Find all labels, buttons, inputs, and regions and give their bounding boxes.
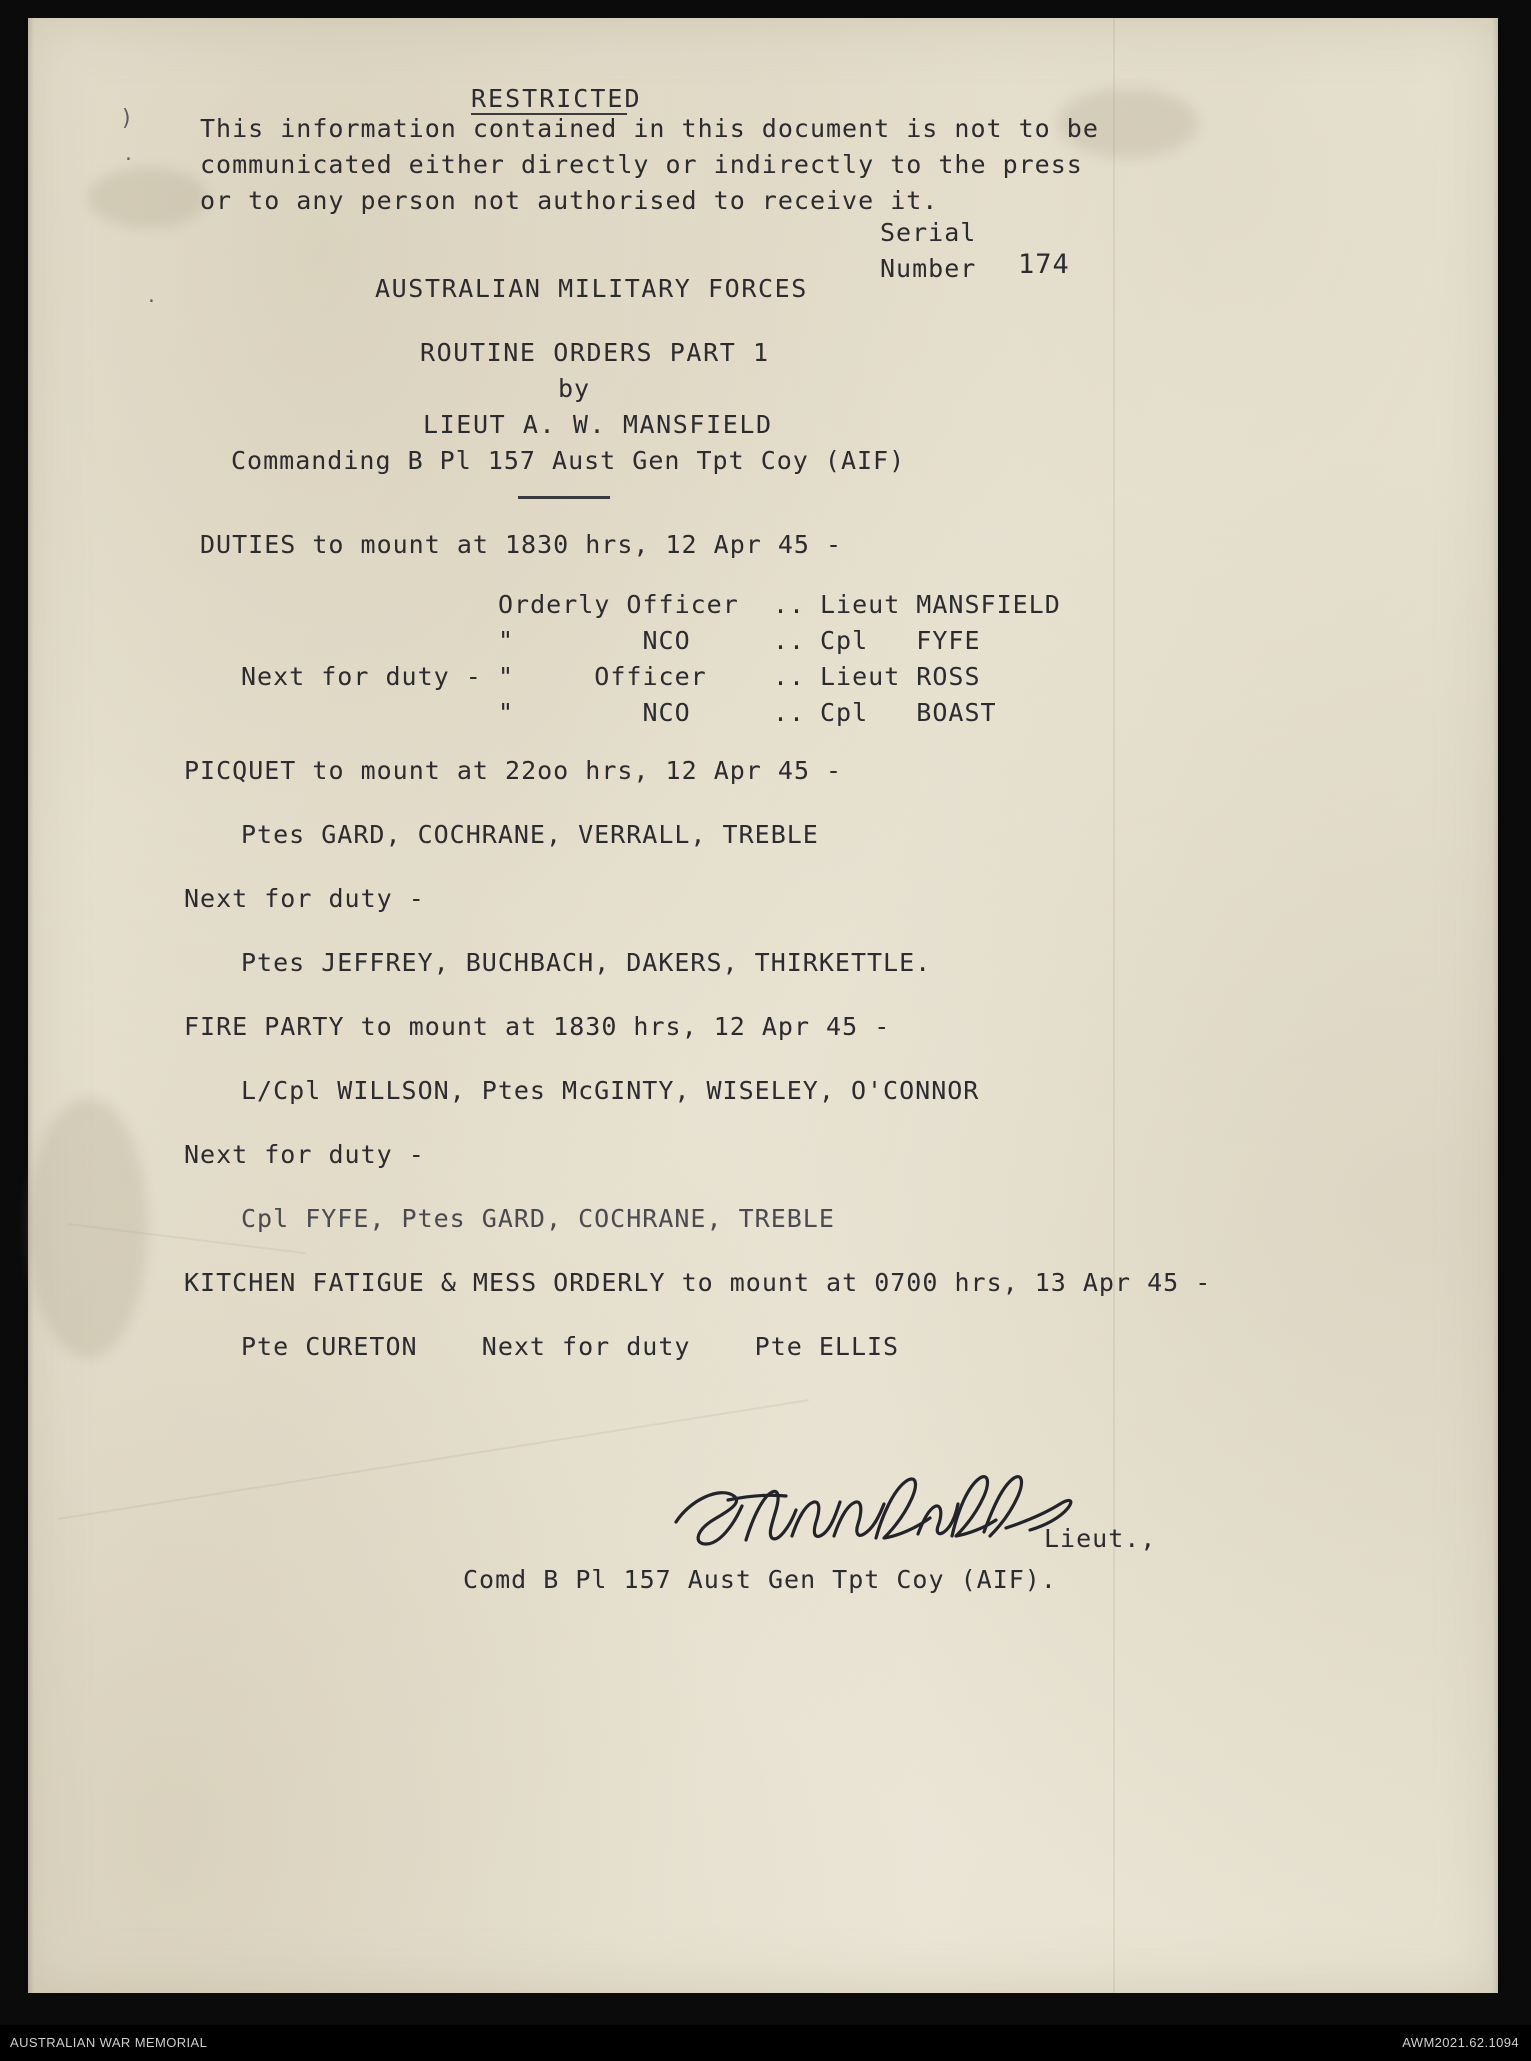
stray-ink-mark: .: [146, 286, 158, 307]
duties-row-2-role: " Officer: [498, 662, 707, 691]
duties-row-1-assignee: Cpl FYFE: [820, 626, 981, 655]
author-name: LIEUT A. W. MANSFIELD: [423, 410, 773, 439]
caveat-line-1: This information contained in this document is not to be: [200, 114, 1099, 143]
duties-row-1-dots: ..: [773, 626, 806, 655]
paper-smudge: [88, 168, 208, 228]
paper-crease-vertical: [1113, 18, 1115, 1993]
byline-word: by: [558, 374, 591, 403]
duties-row-0-dots: ..: [773, 590, 806, 619]
duties-heading: DUTIES to mount at 1830 hrs, 12 Apr 45 -: [200, 530, 843, 559]
footer-accession-number: AWM2021.62.1094: [1402, 2035, 1519, 2050]
duties-row-0-role: Orderly Officer: [498, 590, 739, 619]
duties-next-for-duty-label: Next for duty -: [241, 662, 482, 691]
duties-row-2-assignee: Lieut ROSS: [820, 662, 981, 691]
duties-row-0-assignee: Lieut MANSFIELD: [820, 590, 1061, 619]
serial-label-line1: Serial: [880, 218, 977, 247]
serial-number-value: 174: [1018, 249, 1070, 280]
fire-party-detail: L/Cpl WILLSON, Ptes McGINTY, WISELEY, O'CONNOR: [241, 1076, 980, 1105]
classification-label: RESTRICTED: [471, 84, 642, 113]
duties-row-3-assignee: Cpl BOAST: [820, 698, 997, 727]
fire-party-heading: FIRE PARTY to mount at 1830 hrs, 12 Apr 45 -: [184, 1012, 891, 1041]
picquet-next-detail: Ptes JEFFREY, BUCHBACH, DAKERS, THIRKETTLE.: [241, 948, 932, 977]
duties-row-2-dots: ..: [773, 662, 806, 691]
viewer-footer-bar: [0, 2025, 1531, 2061]
serial-label-line2: Number: [880, 254, 977, 283]
paper-smudge: [28, 1098, 148, 1358]
picquet-next-for-duty-label: Next for duty -: [184, 884, 425, 913]
fire-party-next-for-duty-label: Next for duty -: [184, 1140, 425, 1169]
scanned-document-page: [28, 18, 1498, 1993]
signature-appointment: Comd B Pl 157 Aust Gen Tpt Coy (AIF).: [463, 1565, 1057, 1594]
footer-collection-label: AUSTRALIAN WAR MEMORIAL: [10, 2035, 208, 2050]
document-title: ROUTINE ORDERS PART 1: [420, 338, 770, 367]
author-appointment: Commanding B Pl 157 Aust Gen Tpt Coy (AIF): [231, 446, 906, 475]
kitchen-fatigue-heading: KITCHEN FATIGUE & MESS ORDERLY to mount at 0700 hrs, 13 Apr 45 -: [184, 1268, 1212, 1297]
duties-row-1-role: " NCO: [498, 626, 691, 655]
stray-ink-mark: .: [123, 144, 135, 165]
duties-row-3-role: " NCO: [498, 698, 691, 727]
stray-ink-mark: ): [120, 106, 135, 131]
caveat-line-3: or to any person not authorised to receive it.: [200, 186, 939, 215]
kitchen-fatigue-detail: Pte CURETON Next for duty Pte ELLIS: [241, 1332, 900, 1361]
picquet-heading: PICQUET to mount at 22oo hrs, 12 Apr 45 -: [184, 756, 843, 785]
fire-party-next-detail: Cpl FYFE, Ptes GARD, COCHRANE, TREBLE: [241, 1204, 835, 1233]
caveat-line-2: communicated either directly or indirectly to the press: [200, 150, 1083, 179]
signature-rank: Lieut.,: [1044, 1524, 1157, 1553]
organisation-heading: AUSTRALIAN MILITARY FORCES: [375, 274, 808, 303]
duties-row-3-dots: ..: [773, 698, 806, 727]
section-divider-rule: [518, 496, 610, 499]
picquet-detail: Ptes GARD, COCHRANE, VERRALL, TREBLE: [241, 820, 819, 849]
